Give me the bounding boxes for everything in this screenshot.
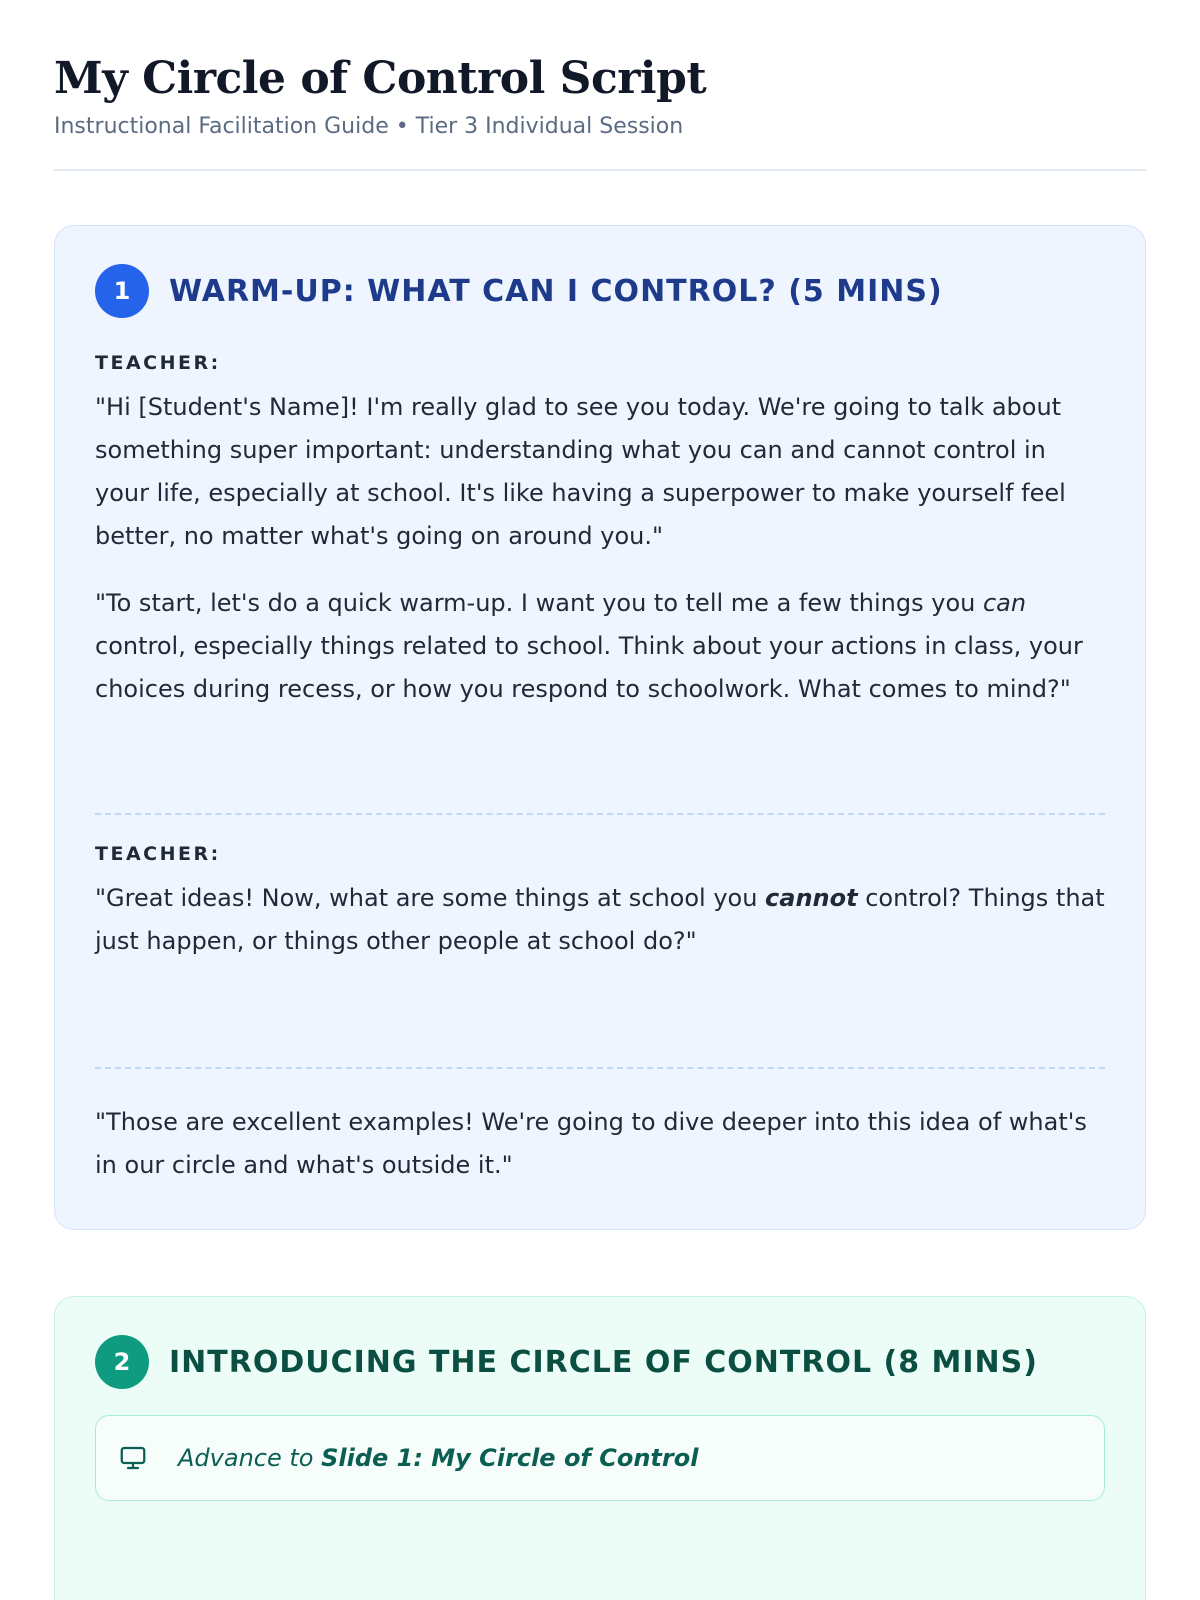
speaker-label: TEACHER: <box>95 843 221 866</box>
section-title: WARM-UP: WHAT CAN I CONTROL? (5 MINS) <box>169 273 943 309</box>
section-header <box>95 264 1105 318</box>
section-number-badge: 1 <box>95 264 149 318</box>
dashed-divider <box>95 813 1105 815</box>
script-paragraph: "To start, let's do a quick warm-up. I want you to tell me a few things you can control, especially things related to school. Think about your actions in class, your choices during recess, or how you respond to schoolwork. What comes to mind?" <box>95 589 1083 704</box>
page-subtitle: Instructional Facilitation Guide • Tier 3 Individual Session <box>54 113 684 139</box>
slide-cue-text: Advance to Slide 1: My Circle of Control <box>178 1444 699 1473</box>
emphasis-can: can <box>982 589 1027 618</box>
script-paragraph: "Great ideas! Now, what are some things at school you cannot control? Things that just happen, or things other people at school do?" <box>95 884 1105 956</box>
slide-name: Slide 1: My Circle of Control <box>321 1444 699 1473</box>
emphasis-cannot: cannot <box>765 884 858 913</box>
section-number-badge: 2 <box>95 1335 149 1389</box>
student-response-space <box>95 963 1105 1051</box>
script-paragraph: "Hi [Student's Name]! I'm really glad to see you today. We're going to talk about something super important: understanding what you can and cannot control in your life, especially at school. It's like having a superpower to make yourself feel better, no matter what's going on around you." <box>95 393 1066 551</box>
header-divider <box>54 169 1146 171</box>
monitor-icon <box>118 1443 148 1473</box>
script-paragraph: "Those are excellent examples! We're going to dive deeper into this idea of what's in our circle and what's outside it." <box>95 1108 1087 1180</box>
student-response-space <box>95 711 1105 797</box>
section-header <box>95 1335 1105 1389</box>
section-warm-up <box>54 225 1146 1230</box>
page-title: My Circle of Control Script <box>54 53 707 104</box>
section-introducing-circle <box>54 1296 1146 1600</box>
speaker-label: TEACHER: <box>95 352 221 375</box>
dashed-divider <box>95 1067 1105 1069</box>
slide-cue <box>95 1415 1105 1501</box>
section-title: INTRODUCING THE CIRCLE OF CONTROL (8 MINS) <box>169 1344 1038 1380</box>
